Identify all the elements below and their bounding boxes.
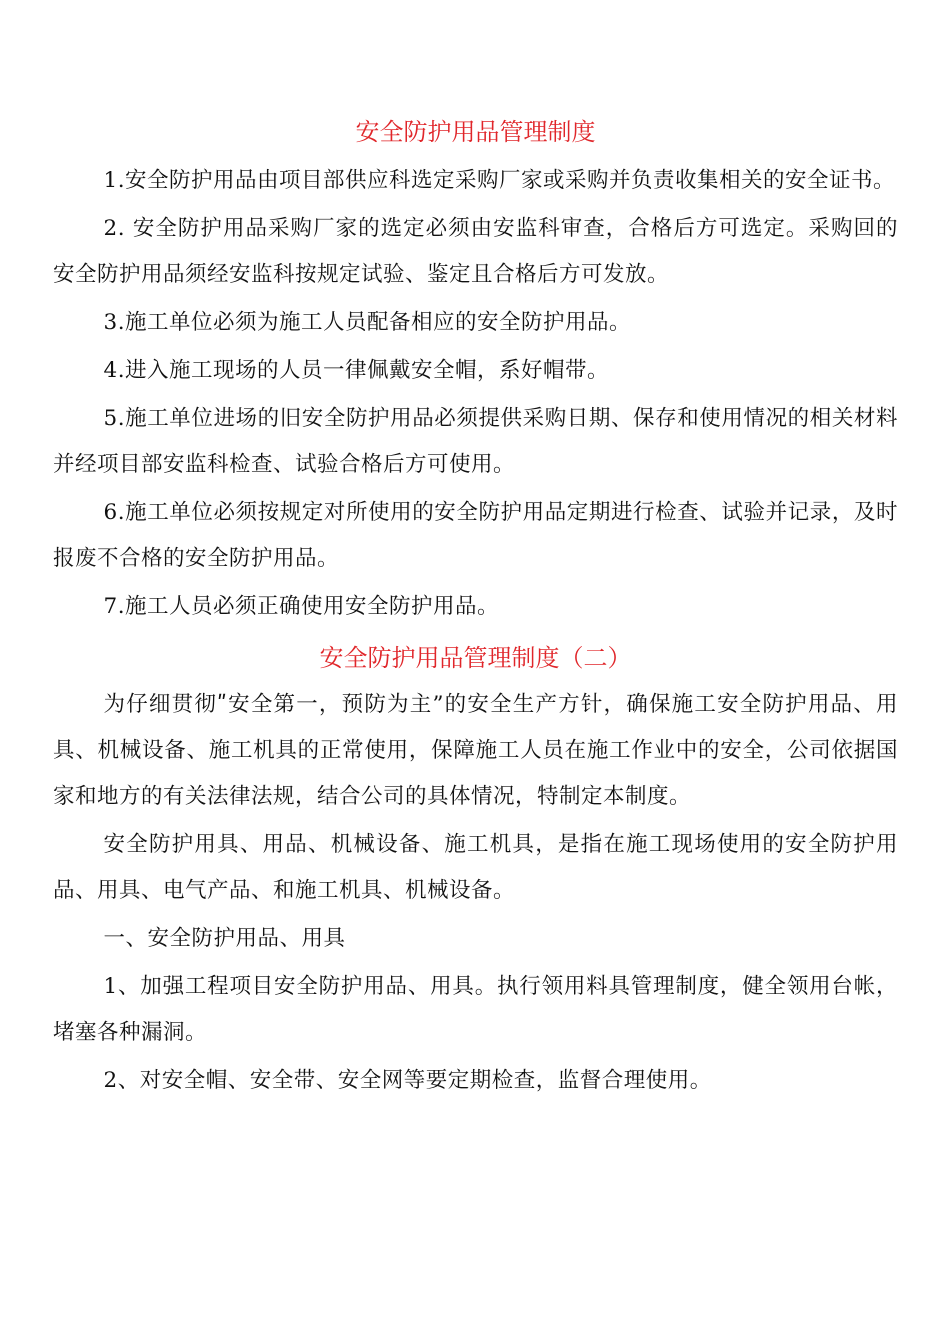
section1-item-4: 4.进入施工现场的人员一律佩戴安全帽，系好帽带。 — [103, 358, 610, 383]
section1-item-2: 2. 安全防护用品采购厂家的选定必须由安监科审查，合格后方可选定。采购回的安全防护用品须经安监科按规定试验、鉴定且合格后方可发放。 — [53, 216, 898, 287]
section1-item-5: 5.施工单位进场的旧安全防护用品必须提供采购日期、保存和使用情况的相关材料并经项目部安监科检查、试验合格后方可使用。 — [53, 406, 898, 477]
section2-subheading: 一、安全防护用品、用具 — [103, 926, 346, 951]
section1-item-7: 7.施工人员必须正确使用安全防护用品。 — [103, 594, 500, 619]
document-title-2: 安全防护用品管理制度（二） — [319, 644, 632, 672]
section2-definition-paragraph: 安全防护用具、用品、机械设备、施工机具，是指在施工现场使用的安全防护用品、用具、电气产品、和施工机具、机械设备。 — [53, 832, 898, 903]
section2-item-1: 1、加强工程项目安全防护用品、用具。执行领用料具管理制度，健全领用台帐，堵塞各种漏洞。 — [53, 974, 898, 1045]
document-title-1: 安全防护用品管理制度 — [355, 118, 596, 146]
section1-item-6: 6.施工单位必须按规定对所使用的安全防护用品定期进行检查、试验并记录，及时报废不合格的安全防护用品。 — [53, 500, 898, 571]
section2-item-2: 2、对安全帽、安全带、安全网等要定期检查，监督合理使用。 — [103, 1068, 712, 1093]
section1-item-1: 1.安全防护用品由项目部供应科选定采购厂家或采购并负责收集相关的安全证书。 — [103, 168, 896, 193]
section1-item-3: 3.施工单位必须为施工人员配备相应的安全防护用品。 — [103, 310, 632, 335]
section2-intro-paragraph: 为仔细贯彻ʺ安全第一，预防为主”的安全生产方针，确保施工安全防护用品、用具、机械设备、施工机具的正常使用，保障施工人员在施工作业中的安全，公司依据国家和地方的有关法律法规，结合公司的具体情况，特制定本制度。 — [53, 692, 898, 809]
